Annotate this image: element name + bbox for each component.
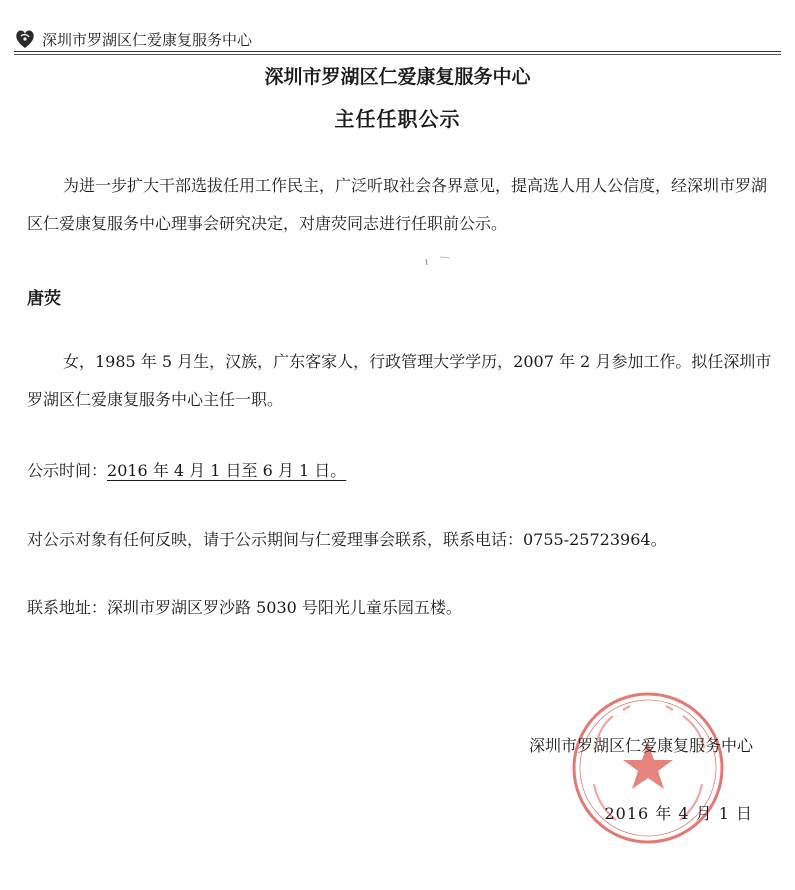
person-name: 唐荧 xyxy=(27,289,61,309)
contact-address: 联系地址：深圳市罗湖区罗沙路 5030 号阳光儿童乐园五楼。 xyxy=(27,598,462,617)
notice-period-label: 公示时间： xyxy=(27,461,108,480)
contact-info: 对公示对象有任何反映，请于公示期间与仁爱理事会联系，联系电话：0755-25723964。 xyxy=(27,530,667,549)
bio-paragraph: 女，1985 年 5 月生，汉族，广东客家人，行政管理大学学历，2007 年 2 月参加工作。拟任深圳市罗湖区仁爱康复服务中心主任一职。 xyxy=(27,352,772,409)
intro-paragraph: 为进一步扩大干部选拔任用工作民主，广泛听取社会各界意见，提高选人用人公信度，经深圳市罗湖区仁爱康复服务中心理事会研究决定，对唐荧同志进行任职前公示。 xyxy=(27,176,768,233)
org-title: 深圳市罗湖区仁爱康复服务中心 xyxy=(264,66,531,88)
signature-date: 2016 年 4 月 1 日 xyxy=(604,804,753,823)
heart-logo-icon xyxy=(14,28,36,50)
signature-org: 深圳市罗湖区仁爱康复服务中心 xyxy=(528,736,753,755)
document-title: 主任任职公示 xyxy=(334,107,461,131)
notice-period-value: 2016 年 4 月 1 日至 6 月 1 日。 xyxy=(107,461,347,480)
notice-period xyxy=(27,458,352,481)
scan-speck-icon xyxy=(424,255,464,267)
letterhead xyxy=(14,28,252,50)
red-official-seal-icon xyxy=(568,688,728,848)
letterhead-rule-thin xyxy=(14,54,781,55)
letterhead-org-name: 深圳市罗湖区仁爱康复服务中心 xyxy=(42,30,253,49)
letterhead-rule xyxy=(14,51,781,52)
